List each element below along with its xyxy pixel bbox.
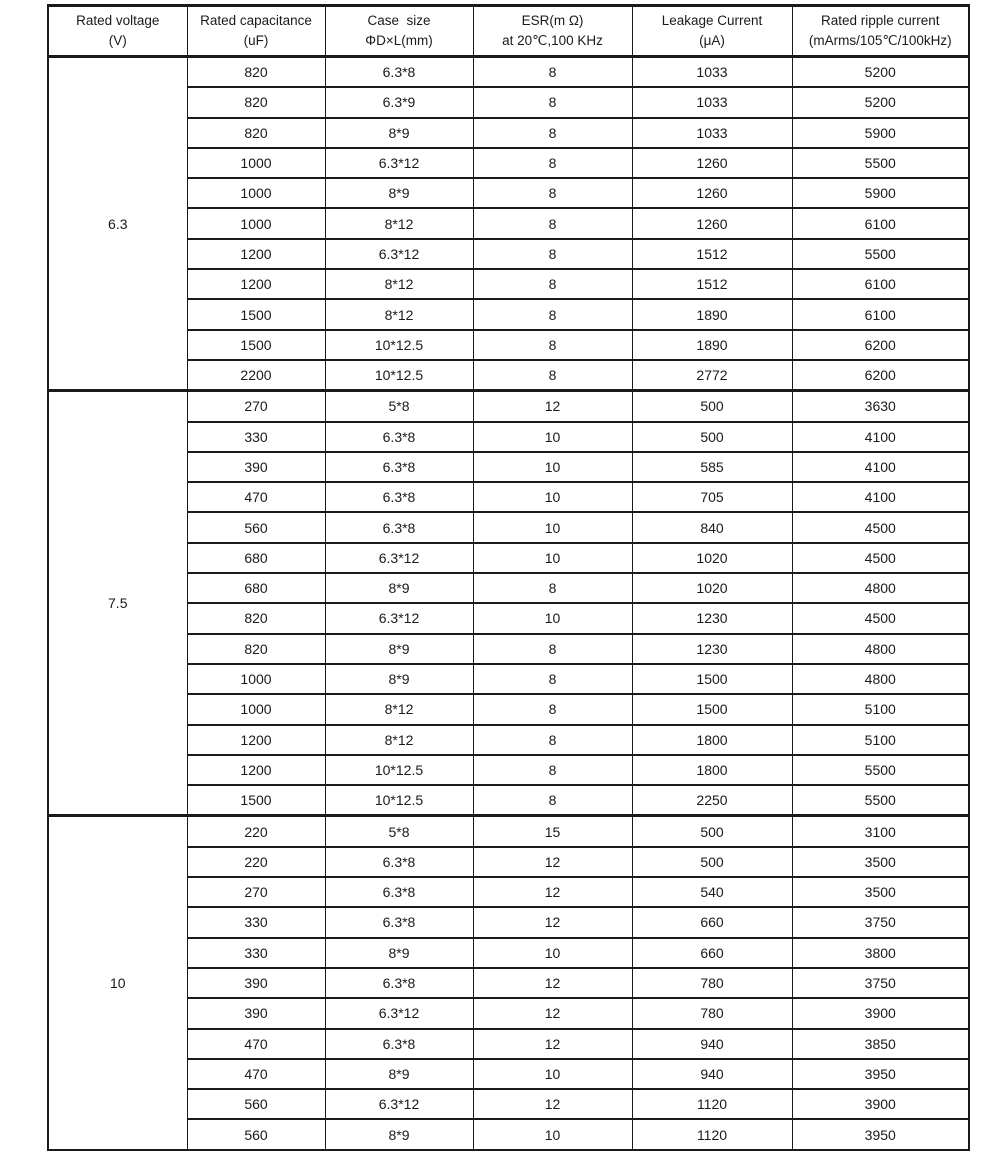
cell-esr: 8 xyxy=(473,725,632,755)
cell-case-size: 8*12 xyxy=(325,694,473,724)
cell-case-size: 6.3*8 xyxy=(325,847,473,877)
cell-esr: 12 xyxy=(473,877,632,907)
cell-leakage-current: 500 xyxy=(632,816,792,847)
header-line: Rated capacitance xyxy=(200,12,312,28)
cell-esr: 10 xyxy=(473,1119,632,1149)
cell-leakage-current: 1500 xyxy=(632,664,792,694)
cell-case-size: 10*12.5 xyxy=(325,785,473,816)
cell-case-size: 6.3*12 xyxy=(325,543,473,573)
header-rated-voltage xyxy=(48,6,187,57)
cell-case-size: 8*12 xyxy=(325,299,473,329)
cell-ripple-current: 5100 xyxy=(792,694,969,724)
cell-capacitance: 560 xyxy=(187,1119,325,1149)
cell-esr: 10 xyxy=(473,422,632,452)
cell-esr: 12 xyxy=(473,847,632,877)
voltage-group-cell: 7.5 xyxy=(48,391,187,816)
header-line: Case size xyxy=(367,12,431,28)
cell-leakage-current: 1120 xyxy=(632,1089,792,1119)
cell-leakage-current: 500 xyxy=(632,422,792,452)
table-row xyxy=(48,452,969,482)
table-row xyxy=(48,543,969,573)
table-row xyxy=(48,847,969,877)
cell-esr: 12 xyxy=(473,907,632,937)
cell-ripple-current: 4500 xyxy=(792,603,969,633)
cell-ripple-current: 6200 xyxy=(792,330,969,360)
cell-leakage-current: 585 xyxy=(632,452,792,482)
cell-leakage-current: 1260 xyxy=(632,178,792,208)
cell-leakage-current: 840 xyxy=(632,512,792,542)
cell-leakage-current: 780 xyxy=(632,998,792,1028)
cell-esr: 8 xyxy=(473,330,632,360)
cell-ripple-current: 3750 xyxy=(792,907,969,937)
table-row xyxy=(48,239,969,269)
cell-capacitance: 820 xyxy=(187,118,325,148)
cell-leakage-current: 500 xyxy=(632,847,792,877)
cell-case-size: 6.3*12 xyxy=(325,1089,473,1119)
cell-leakage-current: 1033 xyxy=(632,87,792,117)
cell-capacitance: 270 xyxy=(187,391,325,422)
cell-ripple-current: 3950 xyxy=(792,1059,969,1089)
table-row xyxy=(48,360,969,391)
cell-ripple-current: 3900 xyxy=(792,1089,969,1119)
header-line: Leakage Current xyxy=(661,12,763,28)
cell-leakage-current: 1500 xyxy=(632,694,792,724)
cell-capacitance: 1500 xyxy=(187,330,325,360)
cell-capacitance: 1200 xyxy=(187,725,325,755)
cell-ripple-current: 3900 xyxy=(792,998,969,1028)
cell-esr: 8 xyxy=(473,57,632,88)
cell-leakage-current: 1890 xyxy=(632,299,792,329)
cell-ripple-current: 5900 xyxy=(792,178,969,208)
cell-ripple-current: 3100 xyxy=(792,816,969,847)
cell-esr: 12 xyxy=(473,1089,632,1119)
cell-leakage-current: 1800 xyxy=(632,725,792,755)
header-line: ΦD×L(mm) xyxy=(365,33,433,48)
capacitor-spec-table-container xyxy=(47,4,970,1151)
table-row xyxy=(48,755,969,785)
cell-capacitance: 220 xyxy=(187,847,325,877)
cell-case-size: 6.3*12 xyxy=(325,603,473,633)
cell-esr: 8 xyxy=(473,573,632,603)
cell-ripple-current: 5200 xyxy=(792,57,969,88)
cell-capacitance: 820 xyxy=(187,87,325,117)
cell-case-size: 6.3*8 xyxy=(325,1029,473,1059)
cell-leakage-current: 660 xyxy=(632,907,792,937)
header-line: (V) xyxy=(108,33,127,48)
table-row xyxy=(48,87,969,117)
cell-esr: 12 xyxy=(473,998,632,1028)
spec-table-body xyxy=(48,57,969,1150)
cell-capacitance: 1000 xyxy=(187,178,325,208)
cell-esr: 8 xyxy=(473,208,632,238)
cell-capacitance: 1200 xyxy=(187,269,325,299)
cell-esr: 12 xyxy=(473,1029,632,1059)
cell-leakage-current: 540 xyxy=(632,877,792,907)
cell-case-size: 8*9 xyxy=(325,664,473,694)
cell-ripple-current: 4100 xyxy=(792,482,969,512)
cell-ripple-current: 5500 xyxy=(792,785,969,816)
table-row xyxy=(48,391,969,422)
cell-capacitance: 820 xyxy=(187,57,325,88)
table-row xyxy=(48,998,969,1028)
capacitor-spec-table xyxy=(47,4,970,1151)
cell-ripple-current: 4800 xyxy=(792,634,969,664)
cell-ripple-current: 6100 xyxy=(792,208,969,238)
voltage-group-cell: 6.3 xyxy=(48,57,187,391)
cell-esr: 12 xyxy=(473,391,632,422)
cell-capacitance: 1500 xyxy=(187,785,325,816)
header-leakage-current xyxy=(632,6,792,57)
cell-esr: 10 xyxy=(473,452,632,482)
voltage-group-cell: 10 xyxy=(48,816,187,1150)
cell-capacitance: 270 xyxy=(187,877,325,907)
cell-ripple-current: 3800 xyxy=(792,938,969,968)
cell-ripple-current: 4500 xyxy=(792,512,969,542)
cell-ripple-current: 3850 xyxy=(792,1029,969,1059)
table-row xyxy=(48,1059,969,1089)
cell-esr: 8 xyxy=(473,148,632,178)
cell-ripple-current: 3630 xyxy=(792,391,969,422)
cell-ripple-current: 4500 xyxy=(792,543,969,573)
cell-esr: 8 xyxy=(473,694,632,724)
cell-leakage-current: 660 xyxy=(632,938,792,968)
cell-leakage-current: 1512 xyxy=(632,269,792,299)
cell-case-size: 10*12.5 xyxy=(325,330,473,360)
table-row xyxy=(48,1029,969,1059)
table-row xyxy=(48,208,969,238)
cell-ripple-current: 5100 xyxy=(792,725,969,755)
cell-esr: 10 xyxy=(473,482,632,512)
cell-ripple-current: 6100 xyxy=(792,269,969,299)
cell-case-size: 5*8 xyxy=(325,816,473,847)
header-case-size xyxy=(325,6,473,57)
cell-ripple-current: 5500 xyxy=(792,755,969,785)
cell-leakage-current: 500 xyxy=(632,391,792,422)
cell-case-size: 8*9 xyxy=(325,634,473,664)
cell-esr: 8 xyxy=(473,360,632,391)
cell-capacitance: 1000 xyxy=(187,148,325,178)
cell-esr: 8 xyxy=(473,299,632,329)
cell-ripple-current: 5900 xyxy=(792,118,969,148)
cell-case-size: 8*9 xyxy=(325,178,473,208)
cell-case-size: 8*9 xyxy=(325,938,473,968)
cell-capacitance: 470 xyxy=(187,482,325,512)
table-row xyxy=(48,1119,969,1149)
cell-case-size: 6.3*8 xyxy=(325,452,473,482)
cell-ripple-current: 4800 xyxy=(792,573,969,603)
cell-case-size: 8*9 xyxy=(325,118,473,148)
cell-esr: 8 xyxy=(473,239,632,269)
cell-case-size: 8*9 xyxy=(325,1059,473,1089)
cell-case-size: 10*12.5 xyxy=(325,755,473,785)
cell-esr: 8 xyxy=(473,755,632,785)
cell-case-size: 6.3*12 xyxy=(325,239,473,269)
cell-case-size: 10*12.5 xyxy=(325,360,473,391)
cell-esr: 10 xyxy=(473,603,632,633)
table-row xyxy=(48,299,969,329)
cell-capacitance: 1500 xyxy=(187,299,325,329)
cell-case-size: 8*12 xyxy=(325,725,473,755)
header-line: Rated ripple current xyxy=(820,12,940,28)
cell-capacitance: 220 xyxy=(187,816,325,847)
table-row xyxy=(48,938,969,968)
cell-ripple-current: 3950 xyxy=(792,1119,969,1149)
cell-leakage-current: 1230 xyxy=(632,634,792,664)
header-line: (uF) xyxy=(243,33,269,48)
cell-leakage-current: 2772 xyxy=(632,360,792,391)
cell-capacitance: 1200 xyxy=(187,755,325,785)
cell-ripple-current: 3750 xyxy=(792,968,969,998)
table-row xyxy=(48,512,969,542)
cell-leakage-current: 780 xyxy=(632,968,792,998)
header-rated-capacitance xyxy=(187,6,325,57)
table-row xyxy=(48,664,969,694)
cell-capacitance: 1000 xyxy=(187,208,325,238)
cell-esr: 10 xyxy=(473,512,632,542)
table-row xyxy=(48,816,969,847)
cell-capacitance: 680 xyxy=(187,543,325,573)
cell-esr: 10 xyxy=(473,543,632,573)
header-row xyxy=(48,6,969,57)
cell-capacitance: 1000 xyxy=(187,694,325,724)
cell-case-size: 6.3*8 xyxy=(325,422,473,452)
table-row xyxy=(48,178,969,208)
cell-esr: 8 xyxy=(473,664,632,694)
cell-leakage-current: 1260 xyxy=(632,148,792,178)
table-row xyxy=(48,148,969,178)
cell-capacitance: 680 xyxy=(187,573,325,603)
cell-case-size: 6.3*8 xyxy=(325,57,473,88)
header-line: ESR(m Ω) xyxy=(521,12,584,28)
cell-case-size: 8*12 xyxy=(325,269,473,299)
cell-capacitance: 560 xyxy=(187,512,325,542)
cell-leakage-current: 940 xyxy=(632,1029,792,1059)
cell-case-size: 5*8 xyxy=(325,391,473,422)
table-row xyxy=(48,725,969,755)
cell-leakage-current: 1033 xyxy=(632,57,792,88)
cell-leakage-current: 940 xyxy=(632,1059,792,1089)
cell-case-size: 6.3*8 xyxy=(325,877,473,907)
cell-leakage-current: 705 xyxy=(632,482,792,512)
table-row xyxy=(48,634,969,664)
cell-capacitance: 330 xyxy=(187,907,325,937)
cell-leakage-current: 1020 xyxy=(632,543,792,573)
cell-ripple-current: 6100 xyxy=(792,299,969,329)
cell-leakage-current: 1800 xyxy=(632,755,792,785)
table-row xyxy=(48,57,969,88)
cell-capacitance: 470 xyxy=(187,1029,325,1059)
cell-capacitance: 820 xyxy=(187,603,325,633)
table-row xyxy=(48,877,969,907)
cell-case-size: 6.3*9 xyxy=(325,87,473,117)
cell-esr: 10 xyxy=(473,1059,632,1089)
header-line: (μA) xyxy=(699,33,725,48)
table-row xyxy=(48,269,969,299)
cell-ripple-current: 5500 xyxy=(792,148,969,178)
cell-capacitance: 330 xyxy=(187,938,325,968)
cell-leakage-current: 1512 xyxy=(632,239,792,269)
cell-capacitance: 390 xyxy=(187,998,325,1028)
cell-esr: 8 xyxy=(473,87,632,117)
header-line: at 20℃,100 KHz xyxy=(502,33,603,48)
header-line: (mArms/105℃/100kHz) xyxy=(808,33,952,48)
cell-esr: 8 xyxy=(473,118,632,148)
cell-leakage-current: 1033 xyxy=(632,118,792,148)
cell-case-size: 6.3*8 xyxy=(325,482,473,512)
cell-case-size: 6.3*8 xyxy=(325,907,473,937)
table-row xyxy=(48,118,969,148)
cell-leakage-current: 1020 xyxy=(632,573,792,603)
cell-case-size: 8*9 xyxy=(325,573,473,603)
cell-capacitance: 560 xyxy=(187,1089,325,1119)
cell-case-size: 6.3*8 xyxy=(325,512,473,542)
cell-case-size: 6.3*8 xyxy=(325,968,473,998)
cell-ripple-current: 4100 xyxy=(792,422,969,452)
cell-case-size: 6.3*12 xyxy=(325,998,473,1028)
cell-ripple-current: 4100 xyxy=(792,452,969,482)
cell-leakage-current: 1230 xyxy=(632,603,792,633)
cell-esr: 10 xyxy=(473,938,632,968)
cell-leakage-current: 1890 xyxy=(632,330,792,360)
table-row xyxy=(48,603,969,633)
cell-case-size: 6.3*12 xyxy=(325,148,473,178)
cell-ripple-current: 4800 xyxy=(792,664,969,694)
cell-capacitance: 390 xyxy=(187,968,325,998)
header-esr xyxy=(473,6,632,57)
cell-capacitance: 470 xyxy=(187,1059,325,1089)
cell-esr: 15 xyxy=(473,816,632,847)
cell-capacitance: 330 xyxy=(187,422,325,452)
cell-ripple-current: 6200 xyxy=(792,360,969,391)
cell-esr: 8 xyxy=(473,178,632,208)
cell-leakage-current: 1120 xyxy=(632,1119,792,1149)
header-ripple-current xyxy=(792,6,969,57)
cell-ripple-current: 3500 xyxy=(792,847,969,877)
cell-ripple-current: 5500 xyxy=(792,239,969,269)
cell-esr: 8 xyxy=(473,785,632,816)
cell-leakage-current: 1260 xyxy=(632,208,792,238)
cell-esr: 8 xyxy=(473,269,632,299)
cell-esr: 12 xyxy=(473,968,632,998)
table-row xyxy=(48,968,969,998)
table-row xyxy=(48,1089,969,1119)
table-row xyxy=(48,330,969,360)
cell-ripple-current: 5200 xyxy=(792,87,969,117)
table-row xyxy=(48,422,969,452)
cell-leakage-current: 2250 xyxy=(632,785,792,816)
cell-capacitance: 1200 xyxy=(187,239,325,269)
table-row xyxy=(48,785,969,816)
cell-case-size: 8*9 xyxy=(325,1119,473,1149)
cell-capacitance: 2200 xyxy=(187,360,325,391)
table-row xyxy=(48,482,969,512)
table-row xyxy=(48,694,969,724)
cell-esr: 8 xyxy=(473,634,632,664)
header-line: Rated voltage xyxy=(76,12,160,28)
cell-capacitance: 820 xyxy=(187,634,325,664)
table-row xyxy=(48,573,969,603)
cell-capacitance: 1000 xyxy=(187,664,325,694)
cell-ripple-current: 3500 xyxy=(792,877,969,907)
cell-case-size: 8*12 xyxy=(325,208,473,238)
table-row xyxy=(48,907,969,937)
cell-capacitance: 390 xyxy=(187,452,325,482)
